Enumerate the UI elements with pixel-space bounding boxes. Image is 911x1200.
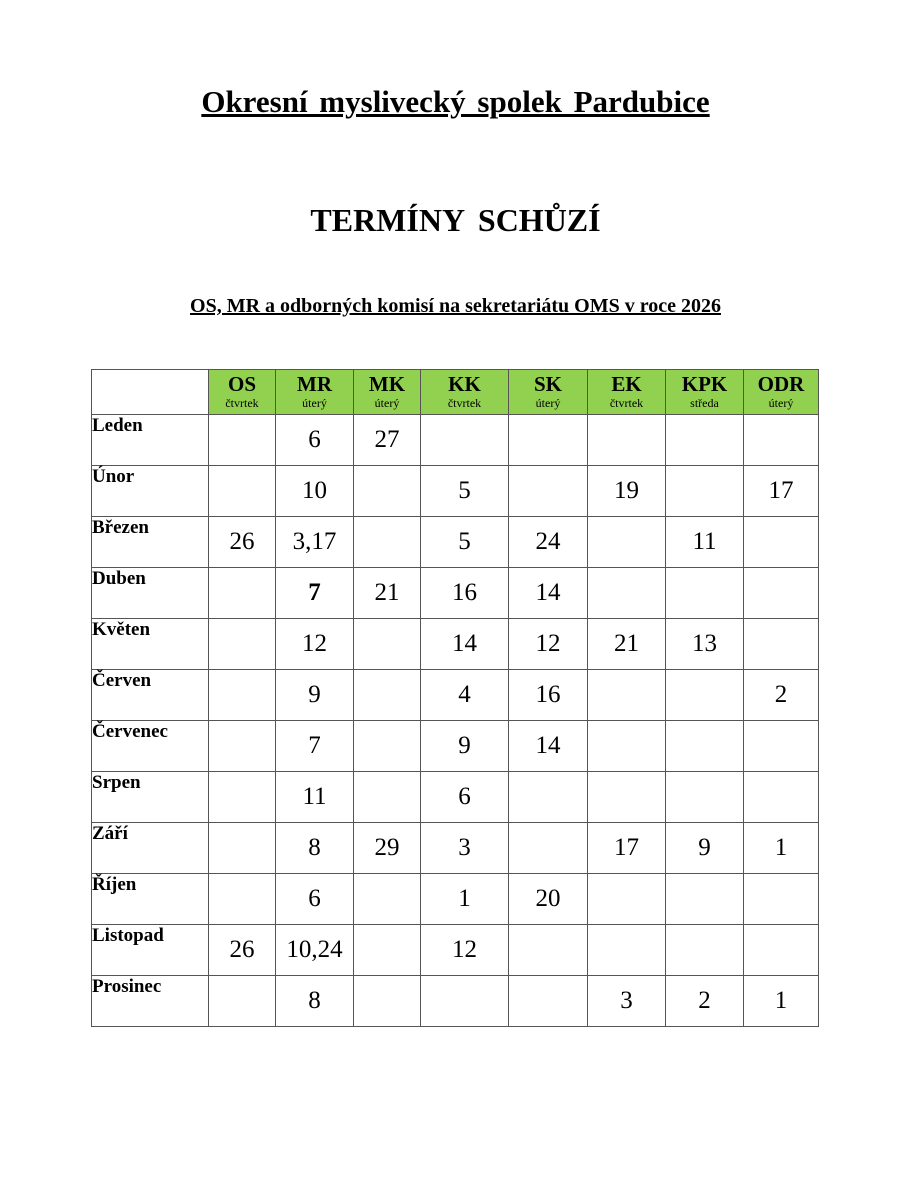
date-cell xyxy=(588,670,666,721)
date-cell: 9 xyxy=(666,823,744,874)
date-cell: 6 xyxy=(276,874,354,925)
date-cell xyxy=(421,415,509,466)
month-label: Květen xyxy=(92,619,209,670)
date-cell: 5 xyxy=(421,466,509,517)
month-label: Únor xyxy=(92,466,209,517)
date-cell: 10 xyxy=(276,466,354,517)
column-code: EK xyxy=(611,372,642,396)
date-cell xyxy=(744,772,819,823)
column-header-mr xyxy=(276,370,354,415)
date-cell xyxy=(509,823,588,874)
table-row xyxy=(92,670,819,721)
column-day: čtvrtek xyxy=(225,396,259,410)
date-cell: 17 xyxy=(588,823,666,874)
date-cell xyxy=(666,772,744,823)
date-cell xyxy=(666,415,744,466)
header-corner xyxy=(92,370,209,415)
date-cell xyxy=(209,670,276,721)
date-cell xyxy=(744,721,819,772)
date-cell xyxy=(209,772,276,823)
table-row xyxy=(92,721,819,772)
date-cell: 3 xyxy=(421,823,509,874)
column-day: úterý xyxy=(374,396,400,410)
column-code: OS xyxy=(227,372,256,396)
date-cell: 12 xyxy=(421,925,509,976)
table-row xyxy=(92,874,819,925)
schedule-body xyxy=(92,415,819,1027)
date-cell: 9 xyxy=(276,670,354,721)
schedule-table xyxy=(91,369,819,1027)
date-cell: 1 xyxy=(744,823,819,874)
column-code: SK xyxy=(533,372,562,396)
date-cell: 26 xyxy=(209,925,276,976)
date-cell xyxy=(744,568,819,619)
date-cell: 3 xyxy=(588,976,666,1027)
date-cell xyxy=(209,976,276,1027)
date-cell: 26 xyxy=(209,517,276,568)
header-row xyxy=(92,370,819,415)
column-day: úterý xyxy=(302,396,327,410)
date-cell: 12 xyxy=(276,619,354,670)
date-cell: 2 xyxy=(744,670,819,721)
column-day: úterý xyxy=(768,396,794,410)
date-cell: 11 xyxy=(276,772,354,823)
date-cell xyxy=(588,517,666,568)
date-cell xyxy=(509,466,588,517)
date-cell xyxy=(209,415,276,466)
date-cell: 27 xyxy=(354,415,421,466)
column-header-odr xyxy=(744,370,819,415)
date-cell xyxy=(209,466,276,517)
column-header-sk xyxy=(509,370,588,415)
column-day: čtvrtek xyxy=(609,396,644,410)
table-row xyxy=(92,772,819,823)
date-cell xyxy=(354,772,421,823)
document-title: Okresní myslivecký spolek Pardubice xyxy=(201,84,710,119)
date-cell xyxy=(354,619,421,670)
month-label: Červen xyxy=(92,670,209,721)
date-cell: 29 xyxy=(354,823,421,874)
date-cell xyxy=(744,619,819,670)
date-cell xyxy=(209,568,276,619)
column-header-os xyxy=(209,370,276,415)
date-cell xyxy=(209,721,276,772)
date-cell xyxy=(209,874,276,925)
date-cell: 14 xyxy=(509,721,588,772)
date-cell xyxy=(744,517,819,568)
column-day: středa xyxy=(690,396,719,410)
date-cell xyxy=(509,925,588,976)
date-cell: 3,17 xyxy=(276,517,354,568)
month-label: Říjen xyxy=(92,874,209,925)
date-cell xyxy=(421,976,509,1027)
date-cell: 9 xyxy=(421,721,509,772)
document-subtitle: OS, MR a odborných komisí na sekretariátu OMS v roce 2026 xyxy=(190,295,721,317)
date-cell: 7 xyxy=(276,568,354,619)
date-cell xyxy=(354,976,421,1027)
date-cell: 21 xyxy=(354,568,421,619)
column-code: MR xyxy=(297,372,332,396)
date-cell xyxy=(666,721,744,772)
date-cell xyxy=(588,874,666,925)
table-row xyxy=(92,619,819,670)
date-cell: 1 xyxy=(744,976,819,1027)
table-row xyxy=(92,568,819,619)
date-cell: 6 xyxy=(421,772,509,823)
date-cell: 16 xyxy=(509,670,588,721)
date-cell xyxy=(354,466,421,517)
column-code: ODR xyxy=(757,372,805,396)
column-day: úterý xyxy=(535,396,561,410)
date-cell xyxy=(509,415,588,466)
table-row xyxy=(92,517,819,568)
date-cell xyxy=(509,976,588,1027)
column-day: čtvrtek xyxy=(447,396,482,410)
column-code: KK xyxy=(448,372,481,396)
date-cell xyxy=(588,772,666,823)
table-row xyxy=(92,466,819,517)
date-cell: 17 xyxy=(744,466,819,517)
date-cell: 24 xyxy=(509,517,588,568)
date-cell: 20 xyxy=(509,874,588,925)
date-cell: 16 xyxy=(421,568,509,619)
date-cell: 21 xyxy=(588,619,666,670)
date-cell xyxy=(354,874,421,925)
table-row xyxy=(92,976,819,1027)
date-cell xyxy=(354,517,421,568)
date-cell xyxy=(354,721,421,772)
month-label: Červenec xyxy=(92,721,209,772)
table-row xyxy=(92,823,819,874)
table-row xyxy=(92,415,819,466)
date-cell xyxy=(588,415,666,466)
date-cell: 7 xyxy=(276,721,354,772)
date-cell xyxy=(666,568,744,619)
month-label: Prosinec xyxy=(92,976,209,1027)
date-cell xyxy=(744,925,819,976)
date-cell: 6 xyxy=(276,415,354,466)
date-cell xyxy=(509,772,588,823)
date-cell: 13 xyxy=(666,619,744,670)
date-cell xyxy=(354,670,421,721)
date-cell: 10,24 xyxy=(276,925,354,976)
date-cell xyxy=(209,619,276,670)
column-header-kpk xyxy=(666,370,744,415)
month-label: Březen xyxy=(92,517,209,568)
month-label: Září xyxy=(92,823,209,874)
date-cell: 11 xyxy=(666,517,744,568)
document-heading: TERMÍNY SCHŮZÍ xyxy=(310,202,601,238)
date-cell: 2 xyxy=(666,976,744,1027)
date-cell: 1 xyxy=(421,874,509,925)
date-cell xyxy=(354,925,421,976)
column-code: KPK xyxy=(681,372,728,396)
month-label: Leden xyxy=(92,415,209,466)
date-cell: 14 xyxy=(509,568,588,619)
date-cell xyxy=(666,925,744,976)
date-cell: 4 xyxy=(421,670,509,721)
date-cell xyxy=(744,874,819,925)
date-cell xyxy=(666,670,744,721)
date-cell xyxy=(666,874,744,925)
date-cell xyxy=(588,568,666,619)
date-cell: 8 xyxy=(276,823,354,874)
date-cell: 5 xyxy=(421,517,509,568)
month-label: Listopad xyxy=(92,925,209,976)
column-code: MK xyxy=(368,372,406,396)
date-cell: 8 xyxy=(276,976,354,1027)
column-header-kk xyxy=(421,370,509,415)
date-cell xyxy=(588,925,666,976)
date-cell xyxy=(666,466,744,517)
date-cell xyxy=(744,415,819,466)
column-header-mk xyxy=(354,370,421,415)
date-cell xyxy=(209,823,276,874)
column-header-ek xyxy=(588,370,666,415)
table-row xyxy=(92,925,819,976)
month-label: Duben xyxy=(92,568,209,619)
month-label: Srpen xyxy=(92,772,209,823)
date-cell xyxy=(588,721,666,772)
date-cell: 19 xyxy=(588,466,666,517)
date-cell: 12 xyxy=(509,619,588,670)
date-cell: 14 xyxy=(421,619,509,670)
